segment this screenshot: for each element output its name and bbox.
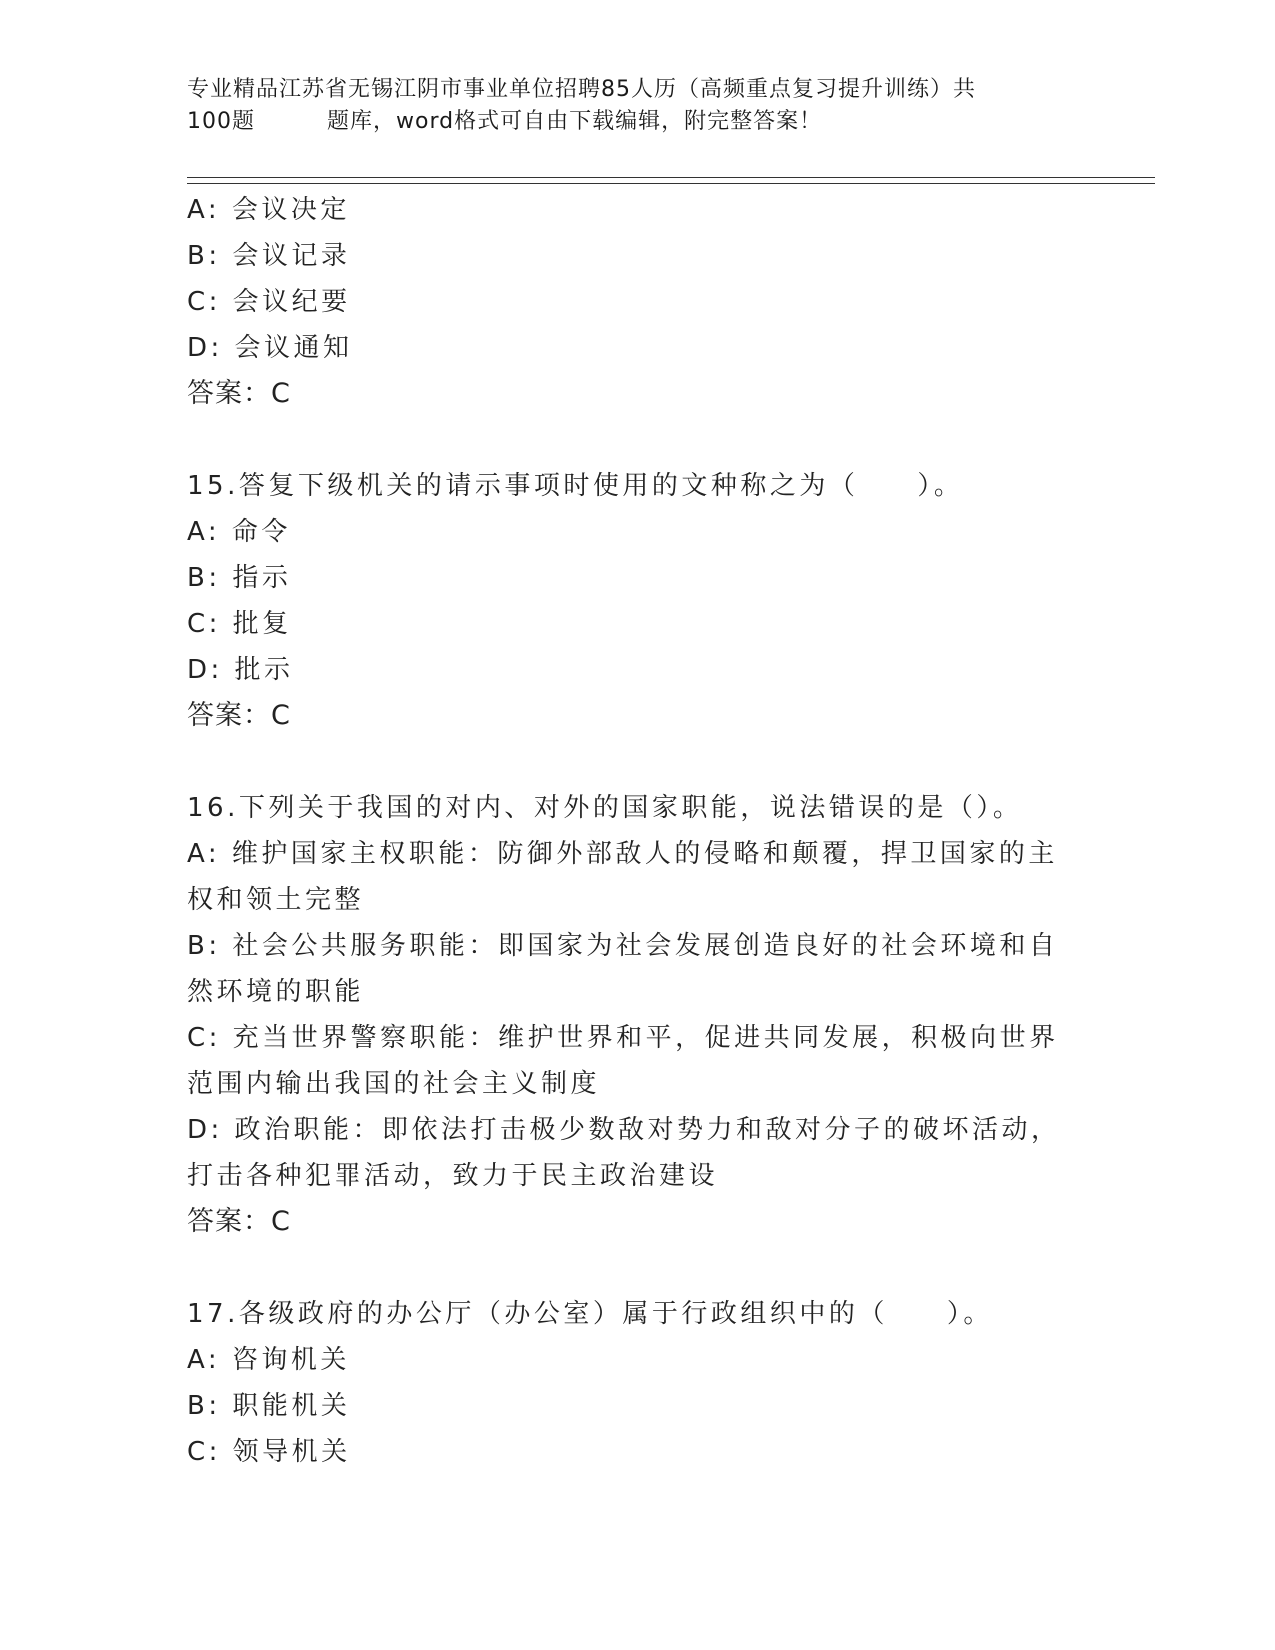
option-c: C: 充当世界警察职能：维护世界和平，促进共同发展，积极向世界范围内输出我国的社会主义制度 <box>187 1023 1059 1099</box>
option-d: D: 会议通知 <box>187 333 353 363</box>
answer-value: C <box>271 378 290 409</box>
answer-value: C <box>271 1206 290 1237</box>
question-block-17 <box>187 1291 1087 1475</box>
option-a: A: 命令 <box>187 517 291 547</box>
answer-value: C <box>271 700 290 731</box>
option-b: B: 社会公共服务职能：即国家为社会发展创造良好的社会环境和自然环境的职能 <box>187 931 1059 1007</box>
answer-label: 答案： <box>187 1206 271 1237</box>
option-a: A: 会议决定 <box>187 195 350 225</box>
question-list <box>187 187 1087 1475</box>
header-title-line-1: 专业精品江苏省无锡江阴市事业单位招聘85人历（高频重点复习提升训练）共 <box>187 77 976 102</box>
question-block-15 <box>187 463 1087 739</box>
header-divider-bottom <box>187 183 1155 184</box>
option-b: B: 职能机关 <box>187 1391 351 1421</box>
header-description: 题库，word格式可自由下载编辑，附完整答案！ <box>327 109 823 134</box>
block-spacer <box>187 417 1087 463</box>
option-d: D: 批示 <box>187 655 294 685</box>
option-c: C: 会议纪要 <box>187 287 351 317</box>
option-b: B: 指示 <box>187 563 292 593</box>
question-block-16 <box>187 785 1087 1245</box>
question-text: 16.下列关于我国的对内、对外的国家职能，说法错误的是（）。 <box>187 793 1023 823</box>
option-a: A: 维护国家主权职能：防御外部敌人的侵略和颠覆，捍卫国家的主权和领土完整 <box>187 839 1058 915</box>
option-c: C: 领导机关 <box>187 1437 351 1467</box>
option-d: D: 政治职能：即依法打击极少数敌对势力和敌对分子的破坏活动，打击各种犯罪活动，致力于民主政治建设 <box>187 1115 1061 1191</box>
answer-label: 答案： <box>187 378 271 409</box>
question-text: 15.答复下级机关的请示事项时使用的文种称之为（ ）。 <box>187 471 964 501</box>
header-divider-top <box>187 177 1155 178</box>
option-a: A: 咨询机关 <box>187 1345 350 1375</box>
answer-line <box>187 371 1087 417</box>
block-spacer <box>187 1245 1087 1291</box>
block-spacer <box>187 739 1087 785</box>
question-block-14 <box>187 187 1087 417</box>
answer-label: 答案： <box>187 700 271 731</box>
answer-line <box>187 1199 1087 1245</box>
header-title-line-2 <box>187 106 1067 138</box>
answer-line <box>187 693 1087 739</box>
option-c: C: 批复 <box>187 609 292 639</box>
option-b: B: 会议记录 <box>187 241 351 271</box>
document-header <box>187 74 1067 138</box>
header-question-count: 100题 <box>187 109 255 134</box>
question-text: 17.各级政府的办公厅（办公室）属于行政组织中的（ ）。 <box>187 1299 993 1329</box>
